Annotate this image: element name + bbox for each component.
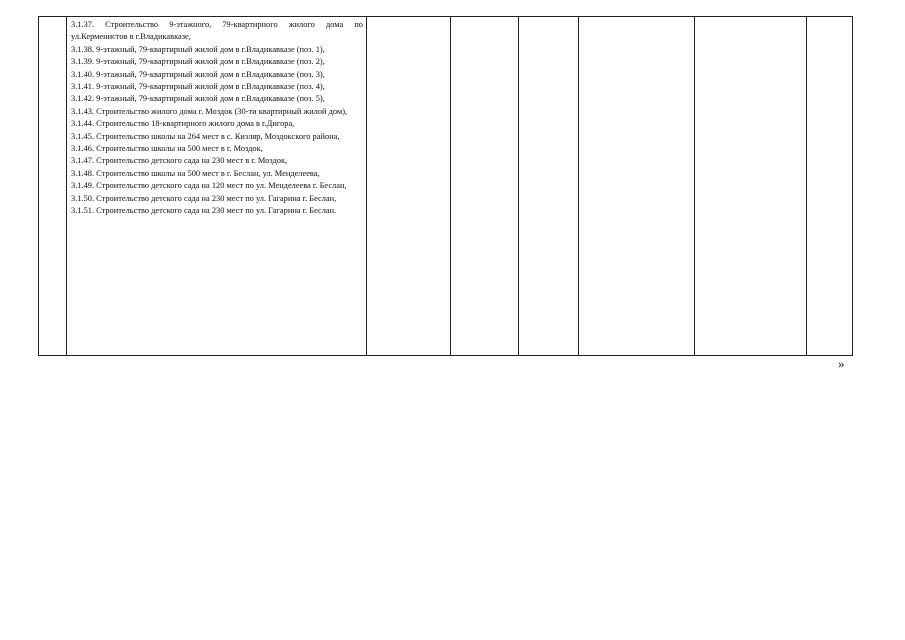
table-cell-empty: [519, 17, 579, 356]
document-table: [38, 16, 853, 356]
list-item: 3.1.50. Строительство детского сада на 230 мест по ул. Гагарина г. Беслан,: [71, 193, 337, 203]
table-row: [39, 17, 853, 356]
list-item: 3.1.49. Строительство детского сада на 120 мест по ул. Менделеева г. Беслан,: [71, 181, 347, 191]
list-item: 3.1.41. 9-этажный, 79-квартирный жилой дом в г.Владикавказе (поз. 4),: [71, 82, 325, 92]
table-cell-empty: [695, 17, 807, 356]
list-item: 3.1.46. Строительство школы на 500 мест в г. Моздок,: [71, 144, 263, 154]
list-item: 3.1.51. Строительство детского сада на 230 мест по ул. Гагарина г. Беслан.: [71, 206, 337, 216]
list-item: 3.1.40. 9-этажный, 79-квартирный жилой дом в г.Владикавказе (поз. 3),: [71, 69, 325, 79]
table-cell-items: [67, 17, 367, 356]
items-list: [71, 19, 363, 218]
list-item: 3.1.48. Строительство школы на 500 мест в г. Беслан, ул. Менделеева,: [71, 168, 320, 178]
list-item: 3.1.43. Строительство жилого дома г. Моздок (30-ти квартирный жилой дом),: [71, 106, 348, 116]
table-cell-number: [39, 17, 67, 356]
table-cell-empty: [579, 17, 695, 356]
list-item: 3.1.47. Строительство детского сада на 230 мест в г. Моздок,: [71, 156, 288, 166]
list-item: 3.1.44. Строительство 18-квартирного жилого дома в г.Дигора,: [71, 119, 295, 129]
list-item: 3.1.39. 9-этажный, 79-квартирный жилой дом в г.Владикавказе (поз. 2),: [71, 57, 325, 67]
table-cell-empty: [451, 17, 519, 356]
list-item: 3.1.42. 9-этажный, 79-квартирный жилой дом в г.Владикавказе (поз. 5),: [71, 94, 325, 104]
table-cell-empty: [367, 17, 451, 356]
list-item: 3.1.38. 9-этажный, 79-квартирный жилой дом в г.Владикавказе (поз. 1),: [71, 44, 325, 54]
list-item: 3.1.37. Строительство 9-этажного, 79-квартирного жилого дома по ул.Керменистов в г.Владикавказе,: [71, 20, 363, 42]
closing-quote: »: [838, 356, 845, 371]
table-cell-empty: [807, 17, 853, 356]
list-item: 3.1.45. Строительство школы на 264 мест в с. Кизляр, Моздокского района,: [71, 131, 340, 141]
